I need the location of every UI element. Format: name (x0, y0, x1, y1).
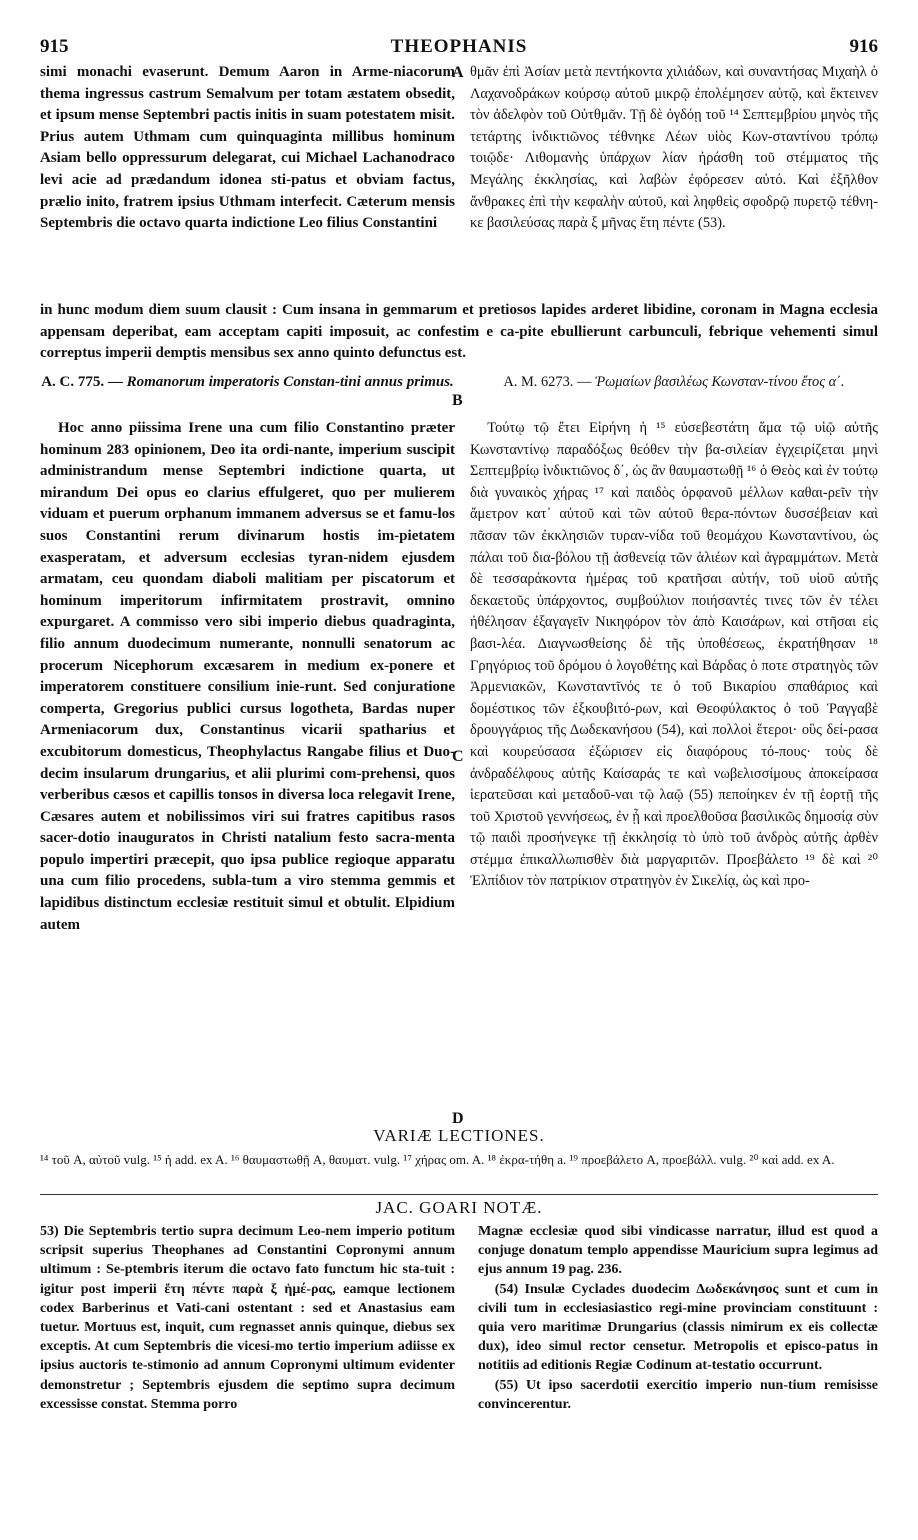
greek-column-top (470, 62, 878, 235)
latin-year-title: Romanorum imperatoris Constan-tini annus primus. (126, 374, 454, 390)
latin-column-main (40, 418, 455, 936)
running-title: THEOPHANIS (390, 36, 528, 57)
greek-year-title: Ῥωμαίων βασιλέως Κωνσταν-τίνου ἔτος α΄. (594, 374, 845, 390)
margin-marker-d: D (452, 1110, 464, 1127)
note-55: (55) Ut ipso sacerdotii exercitio imperio nun-tium remisisse convincerentur. (478, 1377, 878, 1412)
latin-top-paragraph: simi monachi evaserunt. Demum Aaron in Arme-niacorum thema ingressus castrum Semalvum per totam æstatem obsedit, et ipsum mense Septembri pactis initis in suam potestatem misit. Prius autem Uthmam cum quinquaginta millibus hominum Asiam bello oppressurum delegarat, cui Michael Lachanodraco levi acie ad prædandum idonea sti-patus et obviam factus, prælio inito, fratrem ipsius Uthmam interfecit. Cæterum mensis Septembris die octavo quarta indictione Leo filius Constantini (40, 64, 455, 232)
margin-marker-b: B (452, 392, 463, 409)
note-53: 53) Die Septembris tertio supra decimum Leo-nem imperio potitum scripsit superius Theophanes ad Constantini Copronymi annum ultimum : Se-ptembris iterum die octavo fato functum hic sta-tuit : igitur post imperii ἔτη πέντε παρὰ ξ ἡμέ-ρας, eamque lectionem codex Barberinus et Vati-cani ostentant : sed et Anastasius eam tuetur. Mortuus est, inquit, cum regnasset annis quinque, diebus sex exceptis. At cum Septembris die vicesi-mo tertio imperium adiisse ex ipsius auctoris te-stimonio ad annum Copronymi ultimum evidenter demonstretur ; Septembris ejusdem die septimo supra decimum excessisse constat. Stemma porro (40, 1224, 455, 1412)
greek-year-label: A. M. 6273. — (503, 374, 595, 390)
notes-left-column (40, 1222, 455, 1414)
latin-year-label: A. C. 775. — (41, 374, 127, 390)
latin-full-paragraph: in hunc modum diem suum clausit : Cum insana in gemmarum et pretiosos lapides arderet libidine, coronam in Magna ecclesia appensam deperibat, eam acceptam capiti imposuit, ac confestim e ca-pite ebullierunt carbunculi, febrique vehementi simul correptus imperii demptis mensibus sex anno quinto defunctus est. (40, 302, 878, 362)
latin-column-top (40, 62, 455, 235)
greek-column-main (470, 418, 878, 893)
note-53-continued: Magnæ ecclesiæ quod sibi vindicasse narratur, illud est quod a conjuge donatum templo appendisse Mauricium supra legimus ad ejus annum 19 pag. 236. (478, 1224, 878, 1278)
page-number-left: 915 (40, 36, 69, 57)
page-number-right: 916 (849, 36, 878, 57)
greek-year-heading (470, 372, 878, 394)
notes-right-column (478, 1222, 878, 1414)
greek-top-paragraph: θμᾶν ἐπὶ Ἀσίαν μετὰ πεντήκοντα χιλιάδων, καὶ συναντήσας Μιχαὴλ ὁ Λαχανοδράκων κούρσῳ αὐτοῦ μικρῷ ἐπολέμησεν αὐτῷ, καὶ ἔκτεινεν τὸν ἀδελφὸν τοῦ Οὐτθμᾶν. Τῇ δὲ ὀγδόῃ τοῦ ¹⁴ Σεπτεμβρίου μηνὸς τῆς τετάρτης ἰνδικτιῶνος τέθνηκε Λέων υἱὸς Κων-σταντίνου τρόπῳ τοιῷδε· Λιθομανὴς ὑπάρχων λίαν ἠράσθη τοῦ στέμματος τῆς Μεγάλης ἐκκλησίας, καὶ λαβὼν ἐφόρεσεν αὐτό. Καὶ ἐξῆλθον ἄνθρακες ἐπὶ τὴν κεφαλὴν αὐτοῦ, καὶ ληφθεὶς σφοδρῷ πυρετῷ τέθνη-κε βασιλεύσας παρὰ ξ μῆνας ἔτη πέντε (53). (470, 64, 878, 232)
latin-main-paragraph: Hoc anno piissima Irene una cum filio Constantino præter hominum 283 opinionem, Deo ita ordi-nante, imperium suscipit administrandum mense Septembri indictione quarta, ut mirandum Dei opus eo clarius effulgeret, quo per mulierem viduam et puerum orphanum immanem adversus se et famu-los suos Constantini rerum divinarum hostis im-pietatem exasperatam, et adversum ecclesias tyran-nidem ejusdem armatam, ceu quondam diaboli malitiam per piscatorum et hominum imperitorum infirmitatem prostravit, omnino expurgaret. A commisso vero sibi imperio diebus quadraginta, filio annum duodecimum numerante, nonnulli senatorum ac procerum Nicephorum excæsarem in medium ex-ponere et imperatorem constituere consilium inie-runt. Sed conjuratione comperta, Gregorius publici cursus logotheta, Bardas nuper Armeniacorum dux, Constantinus vicarii spatharius et excubitorum domesticus, Theophylactus Rangabe filius et Duo-decim insularum drungarius, et alii plurimi com-prehensi, quos verberibus cæsos et capillis tonsos in diversa loca relegavit Irene, Cæsares autem et nobilissimos viri sui fratres capitibus rasos sacer-dotio inauguratos in Christi natalium festo sacra-menta populo impertiri præcepit, quo ipsa publice regioque apparatu una cum filio procedens, subla-tum a viro stemma gemmis et lapidibus distinctum ecclesiæ restituit simul et obtulit. Elpidium autem (40, 420, 455, 933)
margin-marker-a: A (452, 64, 464, 81)
running-header (40, 36, 878, 60)
latin-full-width (40, 300, 878, 365)
note-54: (54) Insulæ Cyclades duodecim Δωδεκάνησος sunt et cum in civili tum in ecclesiasiastico regi-mine provinciam constituunt : quia vero maritimæ Drungarius (classis nimirum ex eis collectæ dux), ideo simul rector censetur. Metropolis et episco-patus in notitiis ad editionis Regiæ Codinum at-testatio occurrunt. (478, 1281, 878, 1374)
margin-marker-c: C (452, 748, 464, 765)
latin-year-heading (40, 372, 455, 394)
varia-lectiones-title: VARIÆ LECTIONES. (373, 1126, 545, 1145)
varia-lectiones-text: ¹⁴ τοῦ A, αὐτοῦ vulg. ¹⁵ ἡ add. ex A. ¹⁶ θαυμαστωθῇ A, θαυματ. vulg. ¹⁷ χήρας om. A. ¹⁸ ἐκρα-τήθη a. ¹⁹ προεβάλετο A, προεβάλλ. vulg. ²⁰ καὶ add. ex A. (40, 1152, 835, 1167)
notae-title: JAC. GOARI NOTÆ. (375, 1198, 543, 1217)
greek-main-paragraph: Τούτῳ τῷ ἔτει Εἰρήνη ἡ ¹⁵ εὐσεβεστάτη ἅμα τῷ υἱῷ αὐτῆς Κωνσταντίνῳ παραδόξως θεόθεν τὴν βα-σιλείαν ἐγχειρίζεται μηνὶ Σεπτεμβρίῳ ἰνδικτιῶνος δ΄, ὡς ἂν θαυμαστωθῇ ¹⁶ ὁ Θεὸς καὶ ἐν τούτῳ διὰ γυναικὸς χήρας ¹⁷ καὶ παιδὸς ὀρφανοῦ μέλλων καθαι-ρεῖν τὴν ἄμετρον κατ᾽ αὐτοῦ καὶ τῶν αὐτοῦ θερα-πόντων δυσσέβειαν καὶ πᾶσαν τῶν ἐκκλησιῶν τυραν-νίδα τοῦ θεομάχου Κωνσταντίνου, ὡς πάλαι τοῦ δια-βόλου τῇ ἀσθενείᾳ τῶν ἁλιέων καὶ ἀγραμμάτων. Μετὰ δὲ τεσσαράκοντα ἡμέρας τοῦ κρατῆσαι αὐτήν, τοῦ υἱοῦ αὐτῆς δεκαετοῦς ὑπάρχοντος, συμβούλιον ποιήσαντές τινες τῶν ἐν τέλει ἠθέλησαν ἐξαγαγεῖν Νικηφόρον τὸν ἀπὸ Καισάρων, καὶ στῆσαι εἰς βασι-λέα. Διαγνωσθείσης δὲ τῆς ὑποθέσεως, ἐκρατήθησαν ¹⁸ Γρηγόριος τοῦ δρόμου ὁ λογοθέτης καὶ Βάρδας ὁ ποτε στρατηγὸς τῶν Ἀρμενιακῶν, Κωνσταντῖνός τε ὁ τοῦ Βικαρίου σπαθάριος καὶ δομέστικος τῶν ἐξκουβιτό-ρων, καὶ Θεοφύλακτος ὁ τοῦ Ῥαγγαβὲ δρουγγάριος τῆς Δωδεκανήσου (54), καὶ πολλοὶ ἕτεροι· οὓς δεί-ρασα καὶ κουρεύσασα ἐξώρισεν εἰς διαφόρους τό-πους· τοὺς δὲ ἀνδραδέλφους αὐτῆς Καίσαράς τε καὶ νωβελισσίμους ἀποκείρασα ἱερατεῦσαι καὶ μεταδοῦ-ναι τῷ λαῷ (55) πεποίηκεν ἐν τῇ ἑορτῇ τῆς τοῦ Χριστοῦ γεννήσεως, ἐν ᾗ καὶ προελθοῦσα βασιλικῶς δημοσίᾳ σὺν τῷ παιδὶ προσήνεγκε τῇ ἐκκλησίᾳ τὸ ὑπὸ τοῦ ἀνδρὸς αὐτῆς ἀρθὲν στέμμα ἐπικαλλωπισθὲν διὰ μαργαριτῶν. Προεβάλετο ¹⁹ δὲ καὶ ²⁰ Ἐλπίδιον τὸν πατρίκιον στρατηγὸν ἐν Σικελίᾳ, ὡς καὶ προ- (470, 420, 878, 890)
divider (40, 1194, 878, 1195)
